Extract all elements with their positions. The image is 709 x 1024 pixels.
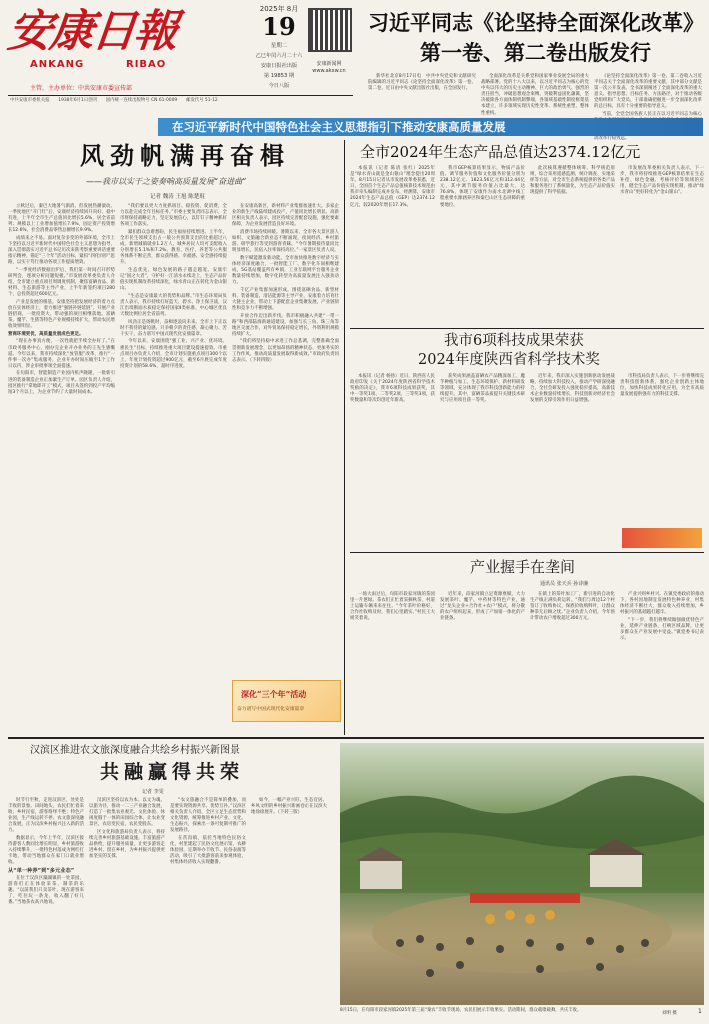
news-photo-harvest-festival <box>340 743 704 1005</box>
publisher: 安康日报社出版 <box>260 63 298 69</box>
logo-text: 安康日報 <box>5 6 179 57</box>
bottom-byline: 记者 李雯 <box>142 789 164 795</box>
lead-p11: “生态是安康最大的优势和品牌。”市生态环境局负责人表示，我市持续打好蓝天、碧水、净土保卫战，汉江出境断面水质稳定保持国家Ⅱ类标准，中心城区优良天数比例位居全省前列。 <box>120 293 227 318</box>
top-story-col2 <box>481 74 589 114</box>
bottom-p1: 时节行至秋，走进汉滨区，处处是丰收的景象。田间地头，农民们忙着采收；乡村民宿，游客络绎不绝；特色产业园，生产线运转不停。农文旅深度融合发展，正为汉滨乡村振兴注入新的活力。 <box>8 798 84 834</box>
eco-col1 <box>350 166 435 326</box>
tech-rule <box>350 552 704 553</box>
industry-col2 <box>440 592 525 732</box>
eco-col2 <box>440 166 525 326</box>
ad-line1: 深化“三个年”活动 <box>241 689 307 699</box>
tech-p3: 近年来，我市深入实施创新驱动发展战略，持续加大科技投入，推动产学研深度融合，全社会研发投入强度稳步提高，高新技术企业数量持续增长，科技创新对经济社会发展的支撑引领作用日益增强。 <box>530 374 615 404</box>
lead-p5: 营商环境更优，高质量发展成色更足。 <box>8 331 84 337</box>
eco-col4 <box>620 166 704 326</box>
ad-box <box>232 680 341 722</box>
eco-p2: 我市GEP核算结果显示，物质产品价值、调节服务价值和文化服务价值分别为238.12亿元、1823.56亿元和312.44亿元，其中调节服务价值占比最大，达76.8%，体现了安康作为南水北调中线工程重要水源涵养区和秦巴山区生态屏障的重要地位。 <box>440 166 525 208</box>
eco-title: 全市2024年生态产品总值达2374.12亿元 <box>360 143 641 161</box>
lunar-date: 乙巳年闰六月二十六 <box>255 53 303 59</box>
bottom-col4 <box>251 798 327 1018</box>
lead-p12: 风劲正是扬帆时，奋楫逐浪向未来。全市上下正以时不我待的紧迫感、只争朝夕的责任感，凝心聚力、苦干实干，奋力谱写中国式现代化安康篇章。 <box>120 319 227 337</box>
page-number: 1 <box>698 1008 702 1015</box>
industry-p3: 在镇上的茶叶加工厂，新引进的自动化生产线正满负荷运转。“我们与周边12个村签订了收购协议，保底价收购鲜叶，让群众种茶无后顾之忧。”企业负责人介绍，今年预计带动农户增收超过300万元。 <box>530 592 615 622</box>
industry-p1: 一场大雨过后，旬阳市段家河镇的茶园里一片葱绿。茶农们正忙着采摘秋茶，村道上运输车辆来来往往。“今年茶叶价格好，合作社收购及时，我们心里踏实。”村民王大姐笑着说。 <box>350 592 435 622</box>
tech-p2: 获奖成果涵盖富硒农产品精深加工、魔芋种植与加工、生态环境保护、新材料研发等领域，充分体现了我市科技创新能力的持续提升。其中，富硒茶品质提升关键技术研究与应用项目获一等奖。 <box>440 374 525 404</box>
eco-rule <box>350 328 704 329</box>
top-headline-line2: 第一卷、第二卷出版发行 <box>420 40 651 65</box>
lead-p16: 数字赋能激发新动能。全市加快推进数字经济与实体经济深度融合，一批智能工厂、数字化车间相继建成，5G基站覆盖所有乡镇，工业互联网平台服务企业数量持续增加，数字化转型为高质量发展注入强劲动力。 <box>232 255 339 286</box>
lead-p1: 立秋过后，秦巴大地暑气渐消，但发展热潮滚动。一季度地区“开门红”后，安康经济持续回升向好、稳中有进，上半年全市生产总值同比增长5.6%，居全省前列；规模以上工业增加值增长7.9%，固定资产投资增长12.6%，社会消费品零售总额增长9.9%。 <box>8 204 115 234</box>
tech-col2 <box>440 374 525 542</box>
date-day: 19 <box>262 12 296 41</box>
page-count: 今日八版 <box>268 83 290 89</box>
bottom-col1 <box>8 798 84 1018</box>
top-story-p2: 全面深化改革是关系党和国家事业发展全局的重大战略部署。党的十八大以来，以习近平同志为核心的党中央以伟大的历史主动精神、巨大的政治勇气、强烈的责任担当，冲破思想观念束缚，突破利益固化藩篱，坚决破除各方面体制机制弊端，各领域基础性制度框架基本建立，许多领域实现历史性变革、系统性重塑、整体性重构。 <box>481 74 589 116</box>
top-story-p4: 当前，全党全国各族人民正在以习近平同志为核心 动改革行稳致远。 <box>594 112 702 142</box>
date-block <box>250 4 308 96</box>
masthead-info-bar: 中共安康市委机关报 1938年6月1日创刊 国内统一连续出版物号 CN 61-0009 邮发代号 51-12 <box>10 98 218 103</box>
photo-credit: 刘明 摄 <box>662 1011 677 1016</box>
top-story-p1: 新华社北京8月17日电 中共中央党史和文献研究院编辑的习近平同志《论坚持全面深化改革》第一卷、第二卷，近日由中央文献出版社出版，在全国发行。 <box>368 74 476 92</box>
industry-p4: 产业兴则乡村兴。在镇党委政府的推动下，各村因地制宜发展特色种养业，村集体经济不断壮大，群众收入持续增加，乡村振兴的基础越打越牢。 <box>620 592 704 616</box>
top-story-col1 <box>368 74 476 114</box>
promo-thumbnail <box>622 528 702 548</box>
lead-col3 <box>232 204 339 674</box>
masthead-rule <box>8 95 353 96</box>
photo-caption-text: 8月15日，在旬阳市段家河镇2025年第三届“秦农”丰收节现场，农民们展示丰收果实。活动期间，群众载歌载舞，共庆丰收。 <box>340 1008 582 1013</box>
lead-p9: 紧扣群众急难愁盼，民生福祉持续增进。上半年，全市民生领域支出占一般公共预算支出的比重超过八成，新增城镇就业1.2万人，城乡居民人均可支配收入分别增长5.1%和7.2%。教育、医疗、养老等公共服务体系不断完善，群众获得感、幸福感、安全感持续提升。 <box>120 229 227 266</box>
lead-col1 <box>8 204 115 734</box>
lead-p18: 开放合作迈出新步伐。我市积极融入共建“一带一路”和西部陆海新通道建设，加强与长三角、珠三角等地区交流合作，对外贸易保持稳定增长，外资利用规模持续扩大。 <box>232 313 339 337</box>
bottom-subhead: 从“单一种养”到“多元业态” <box>8 868 75 875</box>
photo-caption <box>340 1008 655 1022</box>
sponsor-line: 主管、主办单位：中共安康市委宣传部 <box>30 85 133 92</box>
banner <box>158 118 703 136</box>
lead-subtitle: ——我市以实干之姿奏响高质量发展“奋进曲” <box>86 177 247 186</box>
industry-col1 <box>350 592 435 732</box>
weekday: 星期二 <box>270 43 288 49</box>
tech-col4 <box>620 374 704 524</box>
bottom-p2: 数据显示，今年上半年，汉滨区接待游客人数同比增长明显，乡村旅游收入持续攀升，一批特色村落成为网红打卡地，带动当地群众在家门口就业增收。 <box>8 836 84 866</box>
lead-title: 风劲帆满再奋楫 <box>80 141 290 170</box>
lead-p6: “现在办事真方便，一次性就把手续全办好了。”在市政务服务中心，刚办完企业开办业务的王先生感慨道。今年以来，我市持续深化“放管服”改革，推行“一件事一次办”集成服务，企业开办时间压缩至1个工作日以内，涉企审批事项全面提速。 <box>8 339 115 369</box>
eco-p4: 市发展改革委相关负责人表示，下一步，我市将持续推进GEP核算结果在生态补偿、绿色金融、考核评价等领域的应用，健全生态产品价值实现机制，推动“绿水青山”更好转化为“金山银山”。 <box>620 166 704 196</box>
issue-number: 第 19853 期 <box>263 73 295 79</box>
lead-p19: “我们将坚持稳中求进工作总基调，完整准确全面贯彻新发展理念，以更加昂扬的精神状态、更加务实的工作作风，推动高质量发展取得新成效。”市政府负责同志表示。（下转四版） <box>232 339 339 363</box>
bottom-col3 <box>170 798 246 1018</box>
lead-p10: 生态优先、绿色发展的路子越走越宽。安康牢记“国之大者”，守护好一江清水永续北上，生态产品价值实现机制改革持续深化，绿水青山正在转化为金山银山。 <box>120 267 227 292</box>
bottom-col2 <box>89 798 165 1018</box>
masthead-logo <box>5 3 198 83</box>
tech-p1: 本报讯（记者 杨扬）近日，陕西省人民政府印发《关于2024年度陕西省科学技术奖励的决定》，我市6项科技成果获奖，其中一等奖1项、二等奖2项、三等奖3项，获奖数量和等次均创近年新高。 <box>350 374 435 404</box>
lead-p3: “一季度经济数据出炉后，我们第一时间召开形势研判会，逐项分析问题短板。”市发展改革委负责人介绍，全市建立重点项目周调度机制，聚焦富硒食品、新材料、生态旅游等主导产业，上半年新签约项目280个，总投资超过600亿元。 <box>8 267 115 298</box>
bottom-p4: 在位于汉滨区瀛湖镇的一处茶园，游客们正在体验采茶、制茶的乐趣。“以前我们只卖茶叶，现在游客来了，吃住玩一条龙，收入翻了好几番。”当地茶农高兴地说。 <box>8 875 84 905</box>
lead-p15: 消费市场持续回暖。暑期以来，全市各大景区游人如织，文旅融合新业态不断涌现，夜间经济、乡村旅游、研学旅行等受到游客青睐。“今年暑期接待量同比明显增长，民宿入住率保持高位。”一家景区负责人说。 <box>232 229 339 254</box>
industry-p5: “下一步，我们将继续做强做优特色产业，延伸产业链条，打响区域品牌，让更多群众在产业发展中受益。”镇党委书记表示。 <box>620 617 704 642</box>
ad-line2: 奋力谱写中国式现代化安康篇章 <box>237 707 305 712</box>
qr-code <box>308 8 352 52</box>
bottom-p5: 汉滨区坚持以农为本、以文为魂、以旅为径，推动一二三产业融合发展，打造了一批集农业观光、文化体验、休闲度假于一体的田园综合体，让农业变景区、农房变民宿、农民变股东。 <box>89 798 165 828</box>
tech-col1 <box>350 374 435 542</box>
date-year-month: 2025年 8月 <box>259 5 299 13</box>
industry-col4 <box>620 592 704 732</box>
tech-col3 <box>530 374 615 542</box>
eco-p3: 此次核算遵循整体统筹、科学规范原则，综合采用遥感监测、统计调查、实地采样等方法，对全市生态系统提供的各类产品和服务进行了系统量化，为生态产品价值实现提供了科学依据。 <box>530 166 615 196</box>
bottom-p7: “农文旅融合不是简单的叠加，而是要实现资源共享、优势互补。”汉滨区相关负责人介绍，全区立足生态优势和文化资源，统筹推进乡村产业、文化、生态振兴，探索出一条可复制可推广的发展路径。 <box>170 798 246 834</box>
industry-p2: 近年来，段家河镇立足资源禀赋，大力发展茶叶、魔芋、中药材等特色产业，通过“龙头企业+合作社+农户”模式，将分散的农户组织起来，形成了产加销一体化的产业链条。 <box>440 592 525 622</box>
banner-text: 在习近平新时代中国特色社会主义思想指引下推动安康高质量发展 <box>172 120 506 134</box>
tech-p4: 市科技局负责人表示，下一步将继续完善科技创新体系，强化企业创新主体地位，加快科技成果转化应用，为全市高质量发展提供强有力的科技支撑。 <box>620 374 704 398</box>
industry-byline: 通讯员 张天兵 孙诗廉 <box>540 581 589 587</box>
tech-title-line2: 2024年度陕西省科学技术奖 <box>418 352 600 368</box>
lead-p2: 成绩来之不易。面对复杂多变的外部环境，全市上下坚持以习近平新时代中国特色社会主义思想为指导，深入贯彻落实习近平总书记历次来陕考察重要讲话重要指示精神，锚定“三个年”活动目标，紧扣“四化同步”思路，以实干笃行推动各项工作提质增效。 <box>8 235 115 266</box>
eco-p1: 本报讯（记者 陈清 张红）2025年是“绿水青山就是金山银山”理念提出20周年。8月15日记者从市发展改革委获悉，近日，全国首个生态产品总值核算技术规范由我市牵头编制完成并发布，经测算，安康市2024年生态产品总值（GEP）达2374.12亿元，较2020年增长17.3%。 <box>350 166 435 208</box>
eco-col3 <box>530 166 615 326</box>
lead-p17: 千亿产业集群加速形成。围绕富硒食品、新型材料、装备制造、清洁能源等主导产业，安康着力培育壮大链主企业，带动上下游配套企业集聚发展，产业链韧性和竞争力不断增强。 <box>232 287 339 311</box>
photo-scene <box>340 743 704 1005</box>
top-story-p3: 《论坚持全面深化改革》第一卷、第二卷收入习近平同志关于全面深化改革的重要文献，其中部分文献是第一次公开发表。全书深刻阐述了全面深化改革的重大意义、指导思想、目标任务、方法路径，对于推动各级党组织和广大党员、干部准确把握进一步全面深化改革的总目标，具有十分重要的指导意义。 <box>594 74 702 110</box>
website-url: www.akxw.cn <box>312 68 346 74</box>
lead-p7: 在旬阳市，智能制造产业园内机声隆隆，一批新引进的装备制造企业正加紧生产订单。园区负责人介绍，园区推行“拿地即开工”模式，项目从签约到投产平均缩短3个月以上，为企业节约了大量时间成本。 <box>8 371 115 395</box>
bottom-section-rule <box>8 737 704 739</box>
lead-p14: 在安康高新区，新材料产业集群加速壮大。多家企业的新生产线陆续建成投产，产值同比增长明显。高新区相关负责人表示，园区持续完善配套设施，强化要素保障，为企业发展营造良好环境。 <box>232 204 339 228</box>
logo-pinyin-right: RIBAO <box>126 59 167 70</box>
lead-p4: 产业是发展的根基。安康坚持把发展经济的着力点放在实体经济上，着力推进“强链补链延链”，开展产业链招商，一批投资大、带动强的项目相继落地。富硒茶、魔芋、生猪等特色产业规模持续扩大，带动农民增收效果明显。 <box>8 299 115 330</box>
lead-byline: 记者 魏涛 王旭 陈楚琨 <box>150 194 205 200</box>
tech-title-line1: 我市6项科技成果荣获 <box>444 333 584 349</box>
bottom-p6: 区文化和旅游局负责人表示，将持续完善乡村旅游基础设施，丰富旅游产品供给，提升服务质量，让更多游客走进乡村、留在乡村，为乡村振兴提供更加坚实的支撑。 <box>89 829 165 860</box>
lead-p8: “我们要以更大力度抓项目、稳投资、促消费，全力以赴完成全年目标任务。”市委主要负责同志表示，全市将保持战略定力，坚定发展信心，以钉钉子精神抓好各项工作落实。 <box>120 204 227 228</box>
industry-col3 <box>530 592 615 732</box>
top-story-col3 <box>594 74 702 142</box>
bottom-p9: 如今，一幅产业兴旺、生态宜居、乡风文明的乡村振兴新画卷正在汉滨大地徐徐展开。（下转三版） <box>251 798 327 816</box>
industry-title: 产业握手在垄间 <box>470 558 576 576</box>
bottom-kicker: 汉滨区推进农文旅深度融合共绘乡村振兴新图景 <box>30 745 240 756</box>
bottom-p8: 在茨沟镇，依托当地特色民俗文化，村里建起了民俗文化展示馆、农耕体验园，定期举办丰收节、民俗表演等活动，吸引了大批游客前来参观体验，村集体经济收入实现翻番。 <box>170 836 246 866</box>
column-divider <box>344 140 345 735</box>
website-name: 安康新闻网 <box>316 61 342 67</box>
logo-pinyin-left: ANKANG <box>30 59 85 70</box>
top-headline-line1: 习近平同志《论坚持全面深化改革》 <box>368 10 704 35</box>
lead-col2 <box>120 204 227 734</box>
bottom-title: 共融赢得共荣 <box>100 761 245 783</box>
lead-p13: 今年以来，安康围绕“强工业、兴产业、优环境、惠民生”目标，持续推进重大项目建设提速提效。市重点项目办负责人介绍，全市计划实施重点项目300个以上，年度计划投资超过900亿元，截至6月底完成年度投资计划的58.6%，超时序进度。 <box>120 339 227 369</box>
